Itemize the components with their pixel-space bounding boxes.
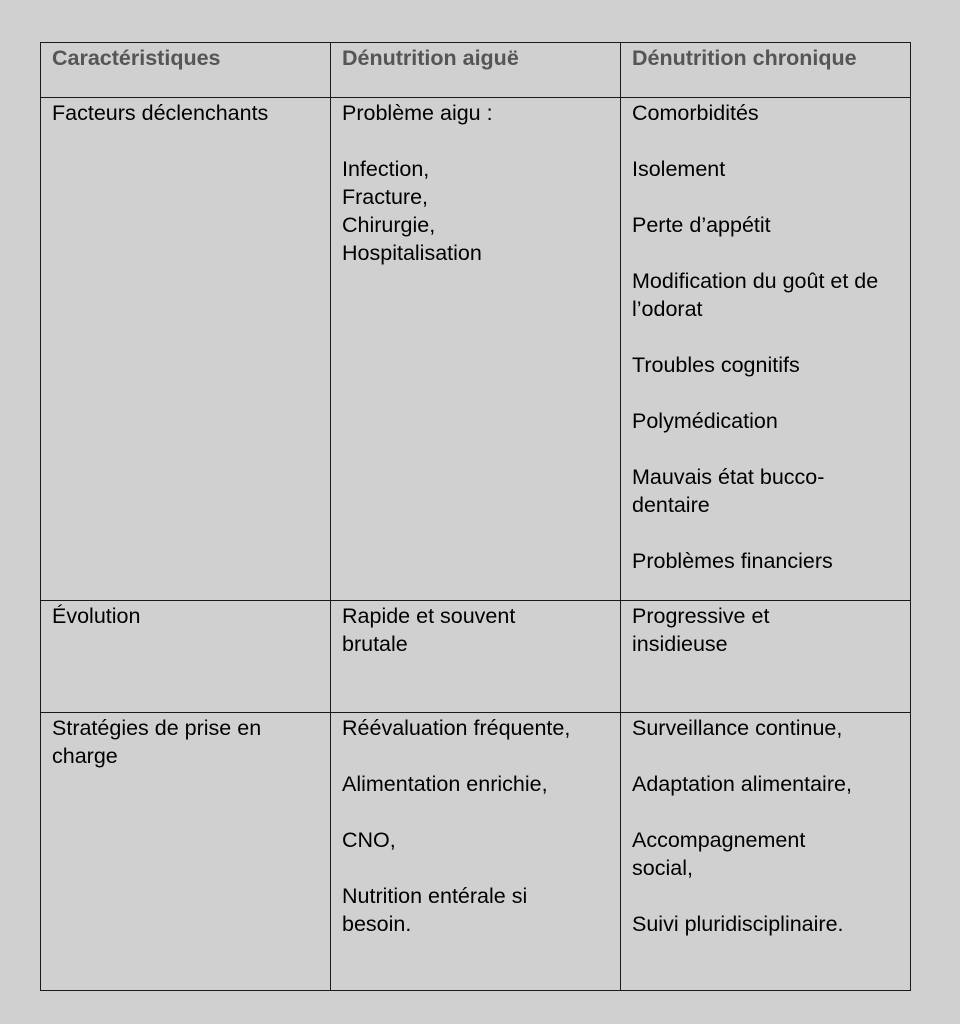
header-row: [41, 43, 911, 98]
row-label-evolution: Évolution: [41, 601, 331, 713]
list-item: Surveillance continue,: [632, 716, 843, 740]
list-item: Infection,: [342, 157, 430, 181]
list-item: Modification du goût et de l’odorat: [632, 269, 879, 321]
cell-triggers-acute: [331, 98, 621, 601]
list-item: CNO,: [342, 828, 396, 852]
list-item: Nutrition entérale si besoin.: [342, 884, 528, 936]
cell-evolution-chronic: [621, 601, 911, 713]
table-row-strategies: [41, 713, 911, 991]
list-item: Suivi pluridisciplinaire.: [632, 912, 844, 936]
list-item: Perte d’appétit: [632, 213, 771, 237]
row-label-strategies: Stratégies de prise en charge: [41, 713, 331, 991]
acute-trigger-list: [342, 155, 610, 267]
list-item: Hospitalisation: [342, 241, 482, 265]
cell-strategies-acute: [331, 713, 621, 991]
list-item: Problèmes financiers: [632, 549, 833, 573]
header-chronic: Dénutrition chronique: [621, 43, 911, 98]
table-row-triggers: [41, 98, 911, 601]
comparison-table: [40, 42, 911, 991]
cell-strategies-chronic: [621, 713, 911, 991]
list-item: Alimentation enrichie,: [342, 772, 548, 796]
table-row-evolution: [41, 601, 911, 713]
list-item: Réévaluation fréquente,: [342, 716, 571, 740]
acute-intro: Problème aigu :: [342, 101, 493, 125]
cell-evolution-acute: [331, 601, 621, 713]
list-item: Chirurgie,: [342, 213, 436, 237]
header-characteristics: Caractéristiques: [41, 43, 331, 98]
header-acute: Dénutrition aiguë: [331, 43, 621, 98]
row-label-triggers: Facteurs déclenchants: [41, 98, 331, 601]
list-item: Rapide et souvent brutale: [342, 604, 516, 656]
list-item: Comorbidités: [632, 101, 759, 125]
list-item: Polymédication: [632, 409, 778, 433]
list-item: Troubles cognitifs: [632, 353, 800, 377]
list-item: Fracture,: [342, 185, 429, 209]
list-item: Progressive et insidieuse: [632, 604, 770, 656]
list-item: Mauvais état bucco-dentaire: [632, 465, 825, 517]
cell-triggers-chronic: [621, 98, 911, 601]
list-item: Adaptation alimentaire,: [632, 772, 852, 796]
list-item: Isolement: [632, 157, 726, 181]
list-item: Accompagnement social,: [632, 828, 806, 880]
